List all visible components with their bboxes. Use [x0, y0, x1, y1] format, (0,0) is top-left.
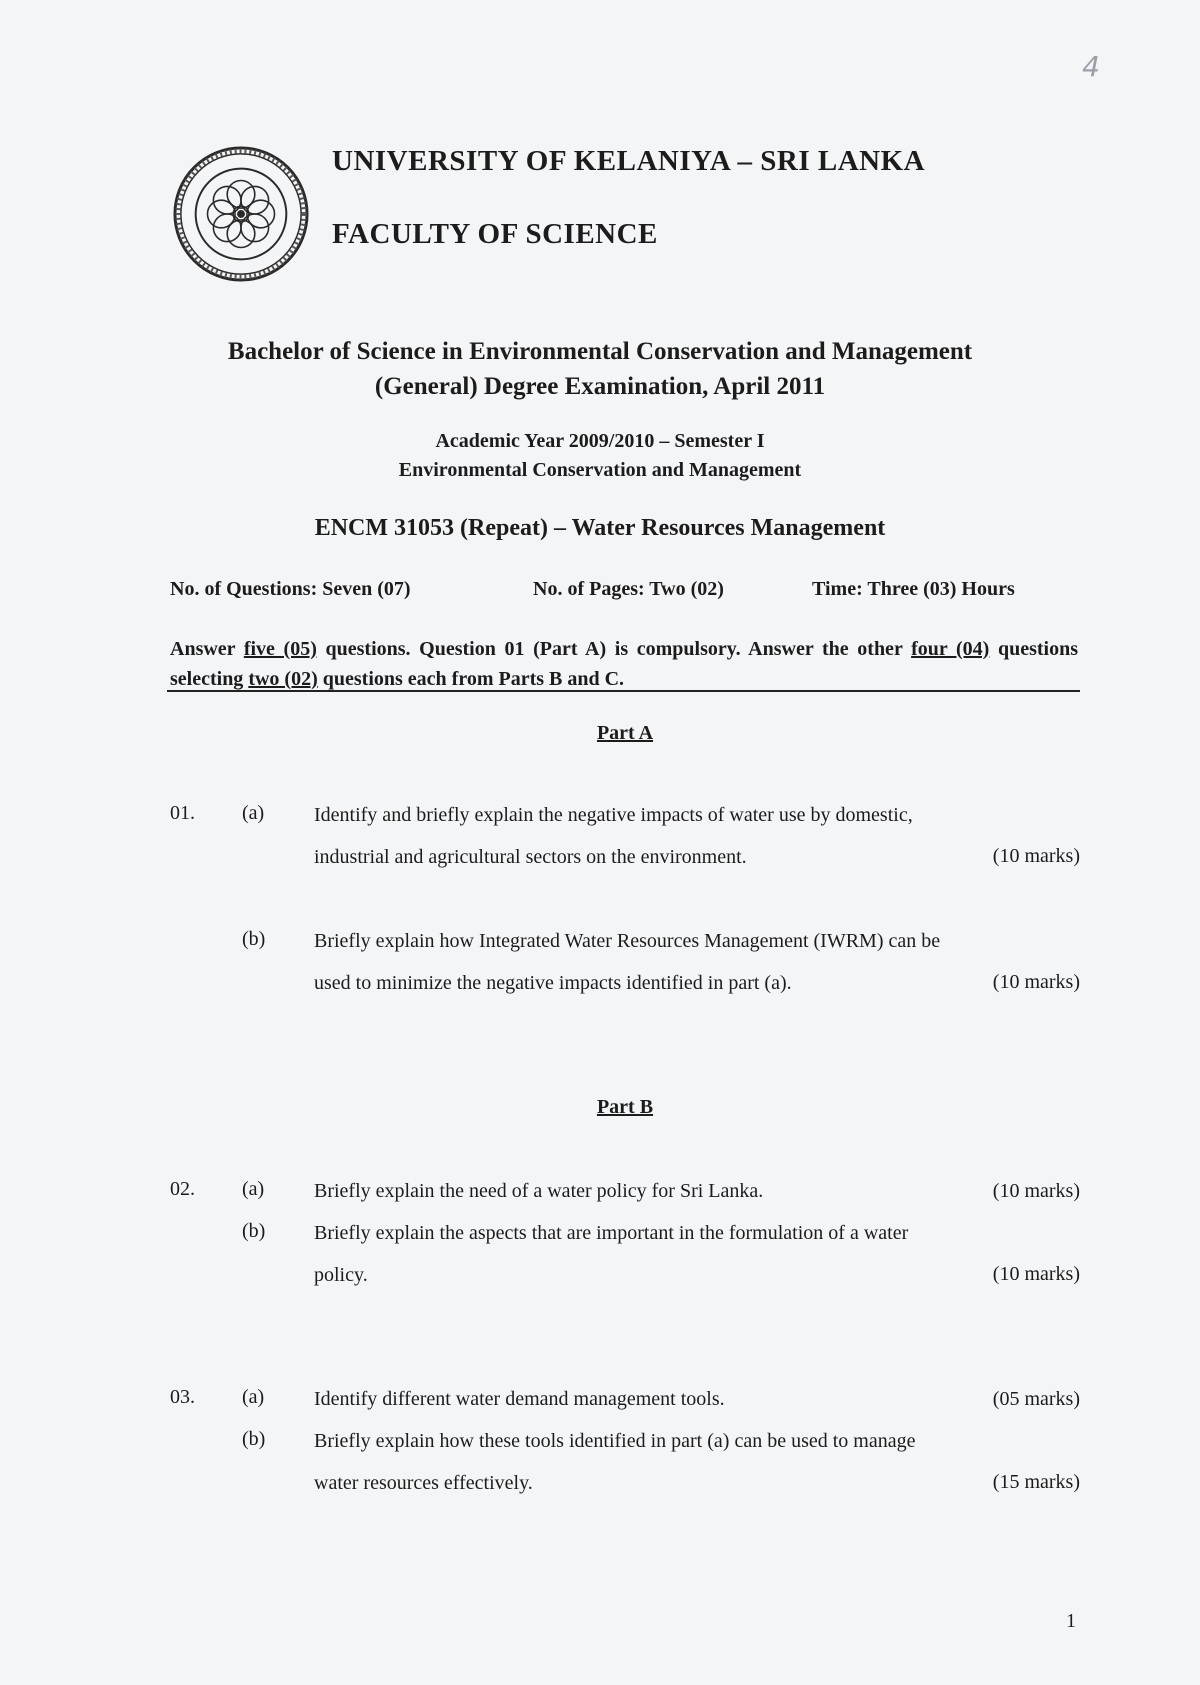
- question-01a-text: Identify and briefly explain the negative impacts of water use by domestic, industrial and agricultural sectors on the environment.: [314, 804, 913, 868]
- part-a-heading: Part A: [596, 722, 654, 744]
- question-02b-label: (b): [242, 1220, 266, 1242]
- question-03a-text: Identify different water demand management tools.: [314, 1388, 725, 1410]
- exam-duration: Time: Three (03) Hours: [812, 578, 1015, 600]
- question-03a-marks: (05 marks): [992, 1388, 1080, 1410]
- academic-year: Academic Year 2009/2010 – Semester I: [435, 430, 765, 452]
- instructions-divider: [167, 690, 1080, 692]
- degree-title-line1: Bachelor of Science in Environmental Conservation and Management: [227, 338, 973, 365]
- number-of-pages: No. of Pages: Two (02): [533, 578, 724, 600]
- degree-title-line2: (General) Degree Examination, April 2011: [374, 373, 826, 400]
- question-01a-marks: (10 marks): [992, 845, 1080, 867]
- university-seal-icon: [172, 145, 310, 283]
- handwritten-page-mark: 4: [1082, 50, 1100, 83]
- course-title: ENCM 31053 (Repeat) – Water Resources Management: [314, 515, 886, 541]
- question-02a-text: Briefly explain the need of a water policy for Sri Lanka.: [314, 1180, 764, 1202]
- question-01b-text: Briefly explain how Integrated Water Resources Management (IWRM) can be used to minimize the negative impacts identified in part (a).: [314, 930, 941, 994]
- subject-name: Environmental Conservation and Management: [398, 459, 802, 481]
- question-02b-marks: (10 marks): [992, 1263, 1080, 1285]
- question-01-number: 01.: [170, 802, 195, 824]
- question-02a-label: (a): [242, 1178, 265, 1200]
- page-number: 1: [1066, 1610, 1076, 1632]
- question-03b-text: Briefly explain how these tools identified in part (a) can be used to manage water resources effectively.: [314, 1430, 916, 1494]
- part-b-heading: Part B: [596, 1096, 654, 1118]
- question-02b-text: Briefly explain the aspects that are important in the formulation of a water policy.: [314, 1222, 909, 1286]
- question-02a-marks: (10 marks): [992, 1180, 1080, 1202]
- question-03-number: 03.: [170, 1386, 195, 1408]
- instructions: Answer five (05) questions. Question 01 (Part A) is compulsory. Answer the other four (04) questions selecting two (02) questions each from Parts B and C.: [170, 638, 1079, 690]
- question-03b-label: (b): [242, 1428, 266, 1450]
- question-02-number: 02.: [170, 1178, 195, 1200]
- faculty-name: FACULTY OF SCIENCE: [332, 218, 658, 250]
- question-03a-label: (a): [242, 1386, 265, 1408]
- question-01b-marks: (10 marks): [992, 971, 1080, 993]
- university-name: UNIVERSITY OF KELANIYA – SRI LANKA: [332, 145, 926, 177]
- question-01a-label: (a): [242, 802, 265, 824]
- question-01b-label: (b): [242, 928, 266, 950]
- number-of-questions: No. of Questions: Seven (07): [170, 578, 411, 600]
- question-03b-marks: (15 marks): [992, 1471, 1080, 1493]
